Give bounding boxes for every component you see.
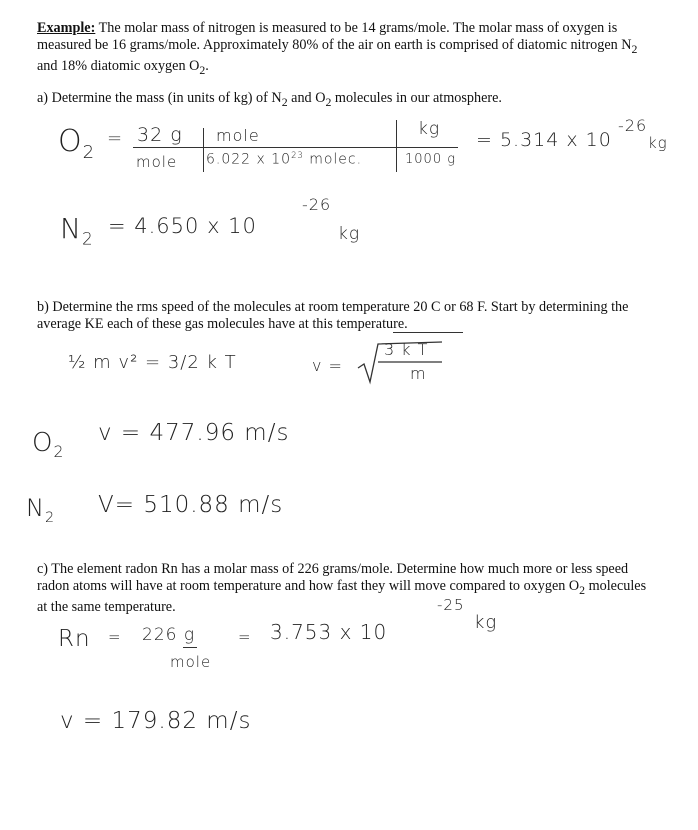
o2-label: $O_2$ [58, 124, 96, 163]
intro-text-1: The molar mass of nitrogen is measured to be 14 grams/mole. The molar mass of oxygen is measured be 16 grams/mole. Approximately 80% of the air on earth is comprised of diatomic nitrogen N [37, 20, 632, 53]
rn-denominator: mole [170, 653, 212, 671]
n2-mass-value: = 4.650 x 10 [108, 214, 257, 238]
fraction2-numerator: mole [216, 126, 260, 145]
part-b-question: b) Determine the rms speed of the molecules at room temperature 20 C or 68 F. Start by determining the average KE each of these gas molecules have at this temperature. [37, 299, 629, 332]
o2-mass-unit: kg [648, 134, 668, 152]
sqrt-numerator: 3 k T [384, 340, 429, 359]
n2-speed-label: $N_2$ [26, 494, 56, 526]
fraction2-denominator: 6.022 x $10^{23}$ molec. [206, 150, 363, 168]
fraction1-numerator: 32 g [137, 124, 183, 146]
o2-speed-value: v = 477.96 m/s [98, 420, 290, 446]
ke-equation: ½ m v² = 3/2 k T [68, 352, 237, 373]
part-a-q-sub1: 2 [281, 94, 288, 109]
part-a-q-pre: a) Determine the mass (in units of kg) of N [37, 90, 282, 106]
part-c-q-sub: 2 [579, 582, 586, 597]
n2-speed-value: V= 510.88 m/s [98, 492, 284, 518]
rn-fraction-line [183, 647, 197, 648]
intro-paragraph [37, 20, 652, 79]
rn-numerator: 226 g [142, 625, 196, 645]
intro-sub-n: 2 [631, 41, 638, 56]
fraction-line-a [133, 147, 458, 148]
fraction-divider-1 [203, 128, 204, 172]
part-c-question [37, 561, 652, 616]
fraction1-denominator: mole [136, 153, 178, 171]
o2-equals: = [107, 128, 124, 149]
o2-mass-exponent: -26 [618, 116, 648, 135]
intro-text-3: . [205, 57, 209, 74]
fraction-divider-2 [396, 120, 397, 172]
part-a-q-post: molecules in our atmosphere. [331, 90, 502, 106]
n2-mass-unit: kg [338, 224, 361, 244]
rn-mass-exponent: -25 [437, 596, 465, 614]
fraction3-numerator: kg [418, 119, 441, 139]
rn-equals-2: = [238, 628, 252, 646]
rn-speed-value: v = 179.82 m/s [60, 708, 252, 734]
intro-sub-o: 2 [199, 62, 206, 77]
v-equation-label: v = [312, 356, 343, 375]
rn-mass-unit: kg [474, 612, 498, 633]
part-a-q-mid: and O [287, 90, 326, 106]
fraction3-denominator: 1000 g [405, 152, 457, 167]
o2-mass-result: = 5.314 x 10 [476, 129, 612, 151]
intro-text-2: and 18% diatomic oxygen O [37, 57, 200, 74]
part-a-question [37, 90, 652, 111]
o2-speed-label: $O_2$ [32, 428, 65, 462]
part-b-underline [393, 332, 463, 333]
n2-label: $N_2$ [60, 212, 94, 249]
rn-label: Rn [58, 626, 91, 652]
sqrt-denominator: m [410, 364, 427, 383]
part-a-q-sub2: 2 [325, 94, 332, 109]
rn-mass-value: 3.753 x 10 [270, 620, 388, 644]
example-label: Example: [37, 20, 96, 36]
n2-mass-exponent: -26 [302, 195, 332, 214]
part-c-q-text: c) The element radon Rn has a molar mass of 226 grams/mole. Determine how much more or less speed radon atoms will have at room temperature and how fast they will move compared to oxygen O [37, 561, 629, 594]
rn-equals: = [108, 628, 122, 646]
part-c-q-post: molecules at the same temperature. [37, 578, 647, 615]
